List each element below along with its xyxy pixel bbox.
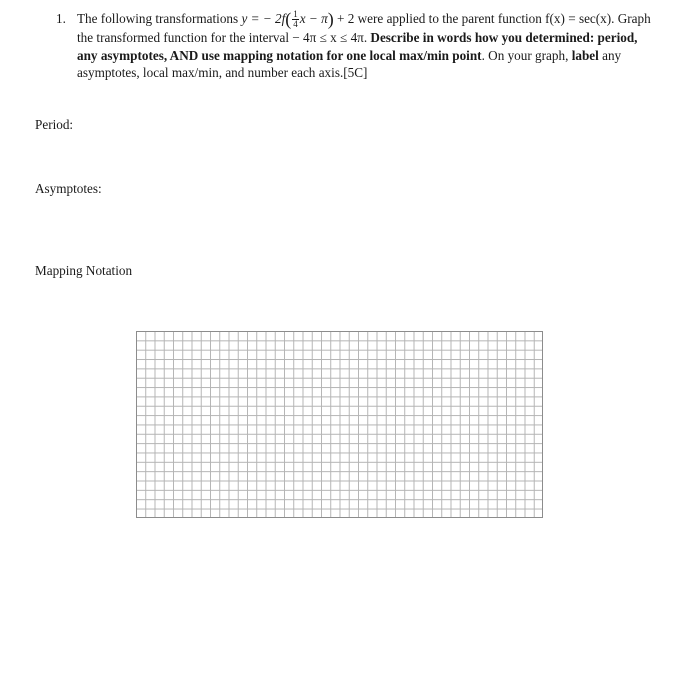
question-text-parent: were applied to the parent function f(x) = sec(x). Graph the transformed function for the interval xyxy=(77,11,651,46)
transformation-equation xyxy=(241,9,355,30)
question-text-graph: . On your graph, xyxy=(481,47,572,63)
question-text-end: any asymptotes, local max/min, and number each axis.[5C] xyxy=(77,47,622,81)
question-number: 1. xyxy=(56,11,66,26)
right-paren: ) xyxy=(327,9,334,29)
question-bold-instructions: Describe in words how you determined: period, any asymptotes, AND use mapping notation for one local max/min point xyxy=(77,30,638,63)
question-bold-label: label xyxy=(571,47,599,63)
equation-shift: + 2 xyxy=(337,11,355,26)
equation-inner: x − π xyxy=(299,11,328,26)
interval-expression: − 4π ≤ x ≤ 4π xyxy=(292,30,364,46)
mapping-notation-label: Mapping Notation xyxy=(35,263,133,278)
equation-coefficient: − 2f xyxy=(262,11,286,26)
left-paren: ( xyxy=(285,9,292,29)
sentence-end: . xyxy=(363,30,371,46)
question-1 xyxy=(56,10,656,82)
question-text-intro: The following transformations xyxy=(77,11,242,26)
asymptotes-label: Asymptotes: xyxy=(35,181,102,196)
equation-lhs: y = xyxy=(241,11,260,26)
fraction-denominator: 4 xyxy=(293,19,298,30)
fraction-numerator: 1 xyxy=(293,9,298,20)
period-label: Period: xyxy=(35,117,74,132)
equation-fraction xyxy=(292,10,299,29)
graph-grid xyxy=(136,331,543,518)
question-text xyxy=(77,10,656,82)
